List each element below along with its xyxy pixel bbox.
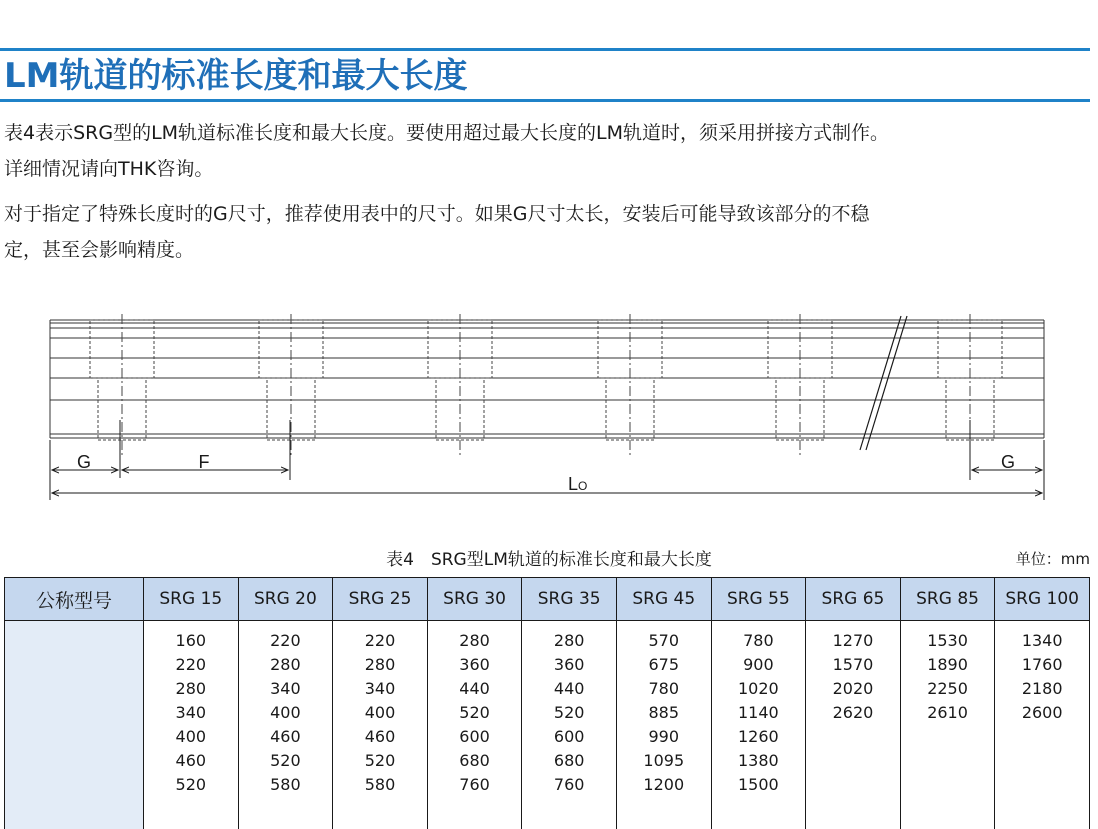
length-value: 400 (239, 701, 333, 725)
title-bottom-rule (0, 99, 1090, 102)
header-model-srg100: SRG 100 (995, 578, 1090, 621)
length-value: 1020 (712, 677, 806, 701)
length-cell (900, 621, 995, 829)
length-value: 580 (333, 773, 427, 797)
table-caption: 表4 SRG型LM轨道的标准长度和最大长度 (0, 545, 1098, 570)
paragraph-g-dimension (4, 196, 1094, 268)
length-cell (144, 621, 239, 829)
length-value: 280 (144, 677, 238, 701)
length-value: 220 (239, 629, 333, 653)
length-value: 1095 (617, 749, 711, 773)
length-value: 2600 (995, 701, 1089, 725)
length-value: 280 (333, 653, 427, 677)
length-value: 2620 (806, 701, 900, 725)
length-value: 520 (144, 773, 238, 797)
header-model-srg15: SRG 15 (144, 578, 239, 621)
length-cell (238, 621, 333, 829)
length-value: 680 (428, 749, 522, 773)
length-value: 280 (239, 653, 333, 677)
rail-length-diagram (0, 310, 1098, 510)
header-model-srg35: SRG 35 (522, 578, 617, 621)
length-value: 780 (617, 677, 711, 701)
dimension-label-f: F (199, 452, 210, 472)
length-value: 760 (428, 773, 522, 797)
table-unit: 单位：mm (1016, 548, 1090, 569)
length-value: 280 (428, 629, 522, 653)
length-cell (427, 621, 522, 829)
length-value: 2250 (901, 677, 995, 701)
title-top-rule (0, 48, 1090, 51)
length-value: 220 (333, 629, 427, 653)
length-cell (995, 621, 1090, 829)
length-value: 360 (522, 653, 616, 677)
length-value: 1260 (712, 725, 806, 749)
length-value: 220 (144, 653, 238, 677)
dimension-label-g-left: G (77, 452, 91, 472)
length-cell (711, 621, 806, 829)
row-label-cell (5, 621, 144, 829)
table-header-row (5, 578, 1090, 621)
length-value: 340 (144, 701, 238, 725)
length-value: 1140 (712, 701, 806, 725)
length-value: 780 (712, 629, 806, 653)
length-value: 760 (522, 773, 616, 797)
header-model-srg30: SRG 30 (427, 578, 522, 621)
header-model-srg25: SRG 25 (333, 578, 428, 621)
length-value: 2610 (901, 701, 995, 725)
break-mark (860, 316, 907, 450)
length-value: 1530 (901, 629, 995, 653)
dimension-label-g-right: G (1001, 452, 1015, 472)
length-cell (616, 621, 711, 829)
length-value: 885 (617, 701, 711, 725)
length-cell (333, 621, 428, 829)
length-value: 400 (144, 725, 238, 749)
length-value: 460 (144, 749, 238, 773)
table-row (5, 621, 1090, 829)
length-value: 340 (239, 677, 333, 701)
length-value: 2180 (995, 677, 1089, 701)
length-value: 400 (333, 701, 427, 725)
length-value: 570 (617, 629, 711, 653)
length-value: 900 (712, 653, 806, 677)
dimension-label-l0: LO (568, 474, 587, 494)
length-value: 460 (333, 725, 427, 749)
header-model-srg65: SRG 65 (806, 578, 901, 621)
length-value: 1340 (995, 629, 1089, 653)
length-value: 440 (522, 677, 616, 701)
length-value: 1500 (712, 773, 806, 797)
header-model-srg85: SRG 85 (900, 578, 995, 621)
length-value: 460 (239, 725, 333, 749)
paragraph-g-line2: 定，甚至会影响精度。 (4, 239, 194, 261)
length-value: 440 (428, 677, 522, 701)
length-value: 520 (428, 701, 522, 725)
length-value: 675 (617, 653, 711, 677)
length-cell (522, 621, 617, 829)
paragraph-intro-line2: 详细情况请向THK咨询。 (4, 158, 213, 180)
length-value: 340 (333, 677, 427, 701)
length-value: 1270 (806, 629, 900, 653)
length-value: 580 (239, 773, 333, 797)
length-value: 680 (522, 749, 616, 773)
paragraph-g-line1: 对于指定了特殊长度时的G尺寸，推荐使用表中的尺寸。如果G尺寸太长，安装后可能导致该部分的不稳 (4, 203, 869, 225)
header-model-srg20: SRG 20 (238, 578, 333, 621)
length-value: 520 (333, 749, 427, 773)
section-title: LM轨道的标准长度和最大长度 (4, 54, 468, 98)
length-value: 1760 (995, 653, 1089, 677)
paragraph-intro-line1: 表4表示SRG型的LM轨道标准长度和最大长度。要使用超过最大长度的LM轨道时，须采用拼接方式制作。 (4, 122, 889, 144)
length-value: 160 (144, 629, 238, 653)
length-value: 1380 (712, 749, 806, 773)
length-value: 2020 (806, 677, 900, 701)
length-value: 1890 (901, 653, 995, 677)
length-value: 600 (522, 725, 616, 749)
length-value: 280 (522, 629, 616, 653)
length-value: 520 (522, 701, 616, 725)
header-model-srg45: SRG 45 (616, 578, 711, 621)
header-model-label: 公称型号 (5, 578, 144, 621)
length-value: 1570 (806, 653, 900, 677)
length-value: 600 (428, 725, 522, 749)
paragraph-intro (4, 115, 1094, 187)
length-cell (806, 621, 901, 829)
header-model-srg55: SRG 55 (711, 578, 806, 621)
length-value: 1200 (617, 773, 711, 797)
length-value: 360 (428, 653, 522, 677)
rail-length-table (4, 577, 1090, 829)
length-value: 990 (617, 725, 711, 749)
length-value: 520 (239, 749, 333, 773)
